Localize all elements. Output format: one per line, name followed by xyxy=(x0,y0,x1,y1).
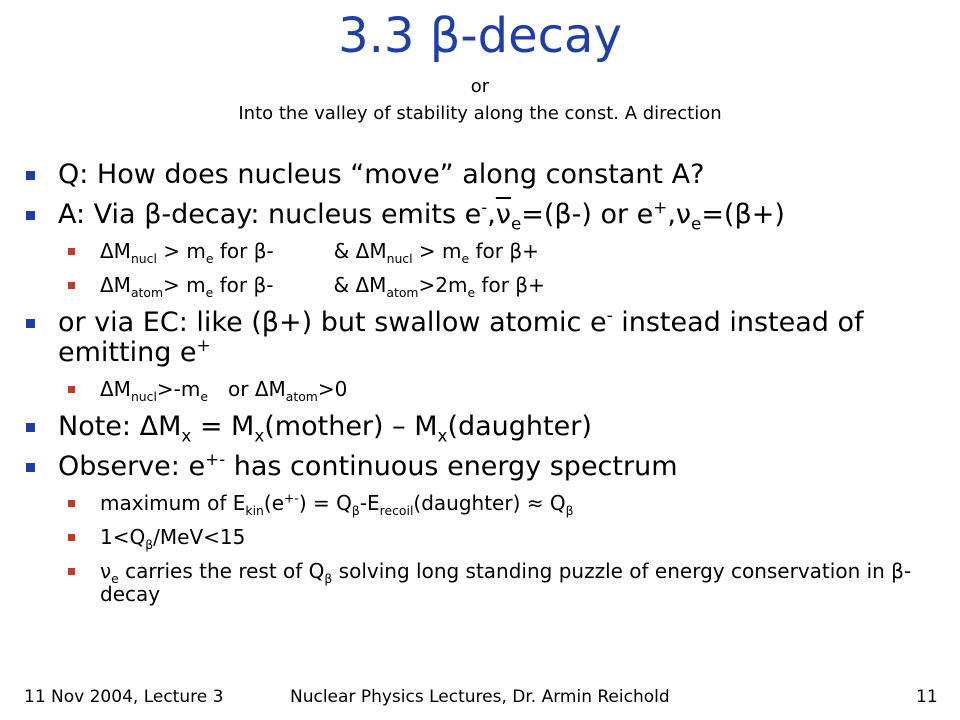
sub-bullet-q-range: $1<Q_\beta/MeV<15$ xyxy=(24,526,944,549)
sub-bullet-square-icon xyxy=(68,500,75,507)
bullet-beta-decay: A: Via β-decay: nucleus emits $e^-,\overline{\nu}_e=(\beta-)$ or $e^+,\nu_e=(\beta+)$ xyxy=(24,200,944,230)
bullet-square-icon xyxy=(26,319,35,328)
page-title: 3.3 β-decay xyxy=(338,8,622,64)
bullet-square-icon xyxy=(26,463,35,472)
sub-bullet-square-icon xyxy=(68,568,75,575)
sub-bullet-square-icon xyxy=(68,386,75,393)
sub-bullet-nucl-mass: $\Delta M_{nucl} > m_e$ for β- & $\Delta M_{nucl} > m_e$ for β+ xyxy=(24,240,944,263)
sub-bullet-square-icon xyxy=(68,248,75,255)
bullet-list xyxy=(24,160,944,617)
bullet-square-icon xyxy=(26,171,35,180)
bullet-question: Q: How does nucleus “move” along constant A? xyxy=(24,160,944,190)
sub-bullet-max-energy: maximum of $E_{kin}(e^{+-})$ = $Q_\beta-E_{recoil}(daughter) \approx Q_\beta$ xyxy=(24,492,944,515)
sub-bullet-atom-mass: $\Delta M_{atom}> m_e$ for β- & $\Delta M_{atom}>2m_e$ for β+ xyxy=(24,274,944,297)
subtitle-or: or xyxy=(470,76,490,97)
sub-bullet-square-icon xyxy=(68,282,75,289)
footer-course: Nuclear Physics Lectures, Dr. Armin Reichold xyxy=(290,687,670,707)
footer-date: 11 Nov 2004, Lecture 3 xyxy=(24,687,224,707)
bullet-square-icon xyxy=(26,211,35,220)
bullet-observe: Observe: e+- has continuous energy spectrum xyxy=(24,452,944,482)
sub-bullet-square-icon xyxy=(68,534,75,541)
sub-bullet-ec-condition: $\Delta M_{nucl}>-m_e$ or $\Delta M_{atom}>0$ xyxy=(24,378,944,401)
bullet-electron-capture: or via EC: like (β+) but swallow atomic e- instead instead of emitting e+ xyxy=(24,308,944,368)
footer-page-number: 11 xyxy=(916,687,938,707)
bullet-note: Note: $\Delta M_x$ = $M_x(mother)$ – $M_x(daughter)$ xyxy=(24,412,944,442)
sub-bullet-neutrino: $\nu_e$ carries the rest of $Q_\beta$ solving long standing puzzle of energy conservation in β-decay xyxy=(24,560,944,606)
bullet-square-icon xyxy=(26,423,35,432)
subtitle-line: Into the valley of stability along the const. A direction xyxy=(238,103,722,124)
